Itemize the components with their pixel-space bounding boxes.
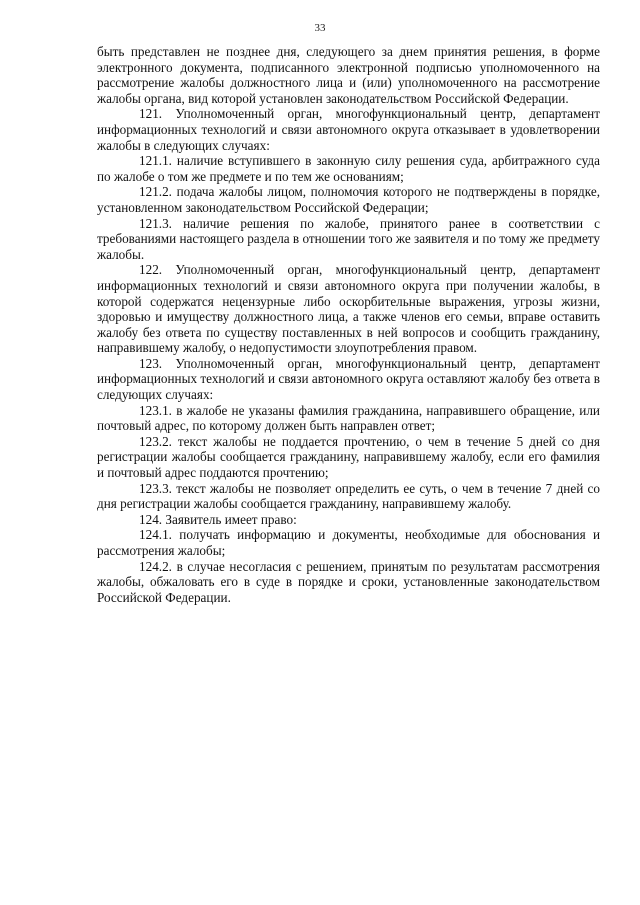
paragraph-121-1: 121.1. наличие вступившего в законную силу решения суда, арбитражного суда по жалобе о том же предмете и по тем же основаниям; — [97, 153, 600, 184]
paragraph-121: 121. Уполномоченный орган, многофункциональный центр, департамент информационных технологий и связи автономного округа отказывает в удовлетворении жалобы в следующих случаях: — [97, 106, 600, 153]
paragraph-123-2: 123.2. текст жалобы не поддается прочтению, о чем в течение 5 дней со дня регистрации жалобы сообщается гражданину, направившему жалобу, если его фамилия и почтовый адрес поддаются прочтению; — [97, 433, 600, 481]
paragraph-123: 123. Уполномоченный орган, многофункциональный центр, департамент информационных технологий и связи автономного округа оставляют жалобу без ответа в следующих случаях: — [97, 355, 600, 403]
paragraph-124: 124. Заявитель имеет право: — [139, 511, 297, 527]
paragraph-124-1: 124.1. получать информацию и документы, необходимые для обоснования и рассмотрения жалобы; — [97, 527, 600, 558]
paragraph-123-3: 123.3. текст жалобы не позволяет определить ее суть, о чем в течение 7 дней со дня регистрации жалобы сообщается гражданину, направившему жалобу. — [97, 480, 600, 512]
paragraph-123-1: 123.1. в жалобе не указаны фамилия гражданина, направившего обращение, или почтовый адрес, по которому должен быть направлен ответ; — [97, 402, 600, 434]
page-number: 33 — [314, 22, 326, 34]
paragraph-121-3: 121.3. наличие решения по жалобе, принятого ранее в соответствии с требованиями настоящего раздела в отношении того же заявителя и по тому же предмету жалобы. — [97, 215, 600, 262]
paragraph-124-2: 124.2. в случае несогласия с решением, принятым по результатам рассмотрения жалобы, обжаловать его в суде в порядке и сроки, установленные законодательством Российской Федерации. — [97, 558, 600, 605]
paragraph-continuation: быть представлен не позднее дня, следующего за днем принятия решения, в форме электронного документа, подписанного электронной подписью уполномоченного на рассмотрение жалобы должностного лица и (или) уполномоченного на рассмотрение жалобы органа, вид которой установлен законодательством Российской Федерации. — [97, 44, 600, 106]
paragraph-122: 122. Уполномоченный орган, многофункциональный центр, департамент информационных технологий и связи автономного округа при получении жалобы, в которой содержатся нецензурные либо оскорбительные выражения, угрозы жизни, здоровью и имуществу должностного лица, а также членов его семьи, вправе оставить жалобу без ответа по существу поставленных в ней вопросов и сообщить гражданину, направившему жалобу, о недопустимости злоупотребления правом. — [97, 262, 600, 356]
paragraph-121-2: 121.2. подача жалобы лицом, полномочия которого не подтверждены в порядке, установленном законодательством Российской Федерации; — [97, 184, 600, 215]
document-body — [97, 44, 600, 605]
